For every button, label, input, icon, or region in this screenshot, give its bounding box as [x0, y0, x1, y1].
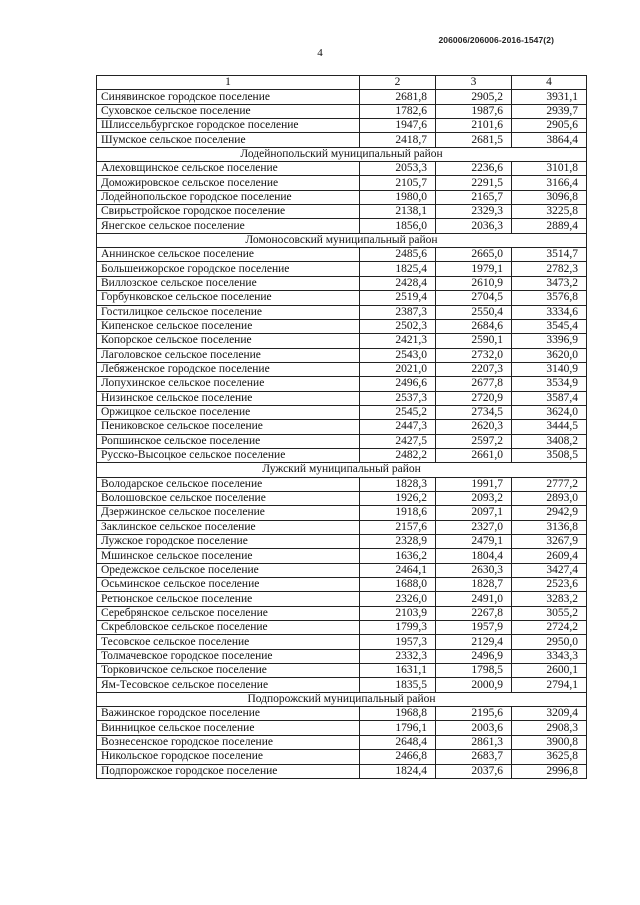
- value-col-3: 1804,4: [436, 549, 512, 563]
- value-col-3: 2327,0: [436, 520, 512, 534]
- value-col-3: 2732,0: [436, 348, 512, 362]
- table-row: [97, 391, 587, 405]
- value-col-4: 2600,1: [512, 664, 587, 678]
- table-row: [97, 750, 587, 764]
- value-col-4: 3166,4: [512, 176, 587, 190]
- settlement-name: Тесовское сельское поселение: [97, 635, 360, 649]
- value-col-4: 2609,4: [512, 549, 587, 563]
- district-header-row: [97, 233, 587, 247]
- header-row: [97, 76, 587, 90]
- table-row: [97, 348, 587, 362]
- table-row: [97, 119, 587, 133]
- table-row: [97, 176, 587, 190]
- header-cell: 2: [360, 76, 436, 90]
- settlement-name: Пениковское сельское поселение: [97, 420, 360, 434]
- value-col-2: 2519,4: [360, 291, 436, 305]
- table-row: [97, 635, 587, 649]
- value-col-2: 1825,4: [360, 262, 436, 276]
- value-col-4: 3140,9: [512, 362, 587, 376]
- settlement-name: Алеховщинское сельское поселение: [97, 162, 360, 176]
- value-col-2: 1835,5: [360, 678, 436, 692]
- settlement-name: Оредежское сельское поселение: [97, 563, 360, 577]
- value-col-2: 2387,3: [360, 305, 436, 319]
- value-col-3: 2704,5: [436, 291, 512, 305]
- table-row: [97, 219, 587, 233]
- table-row: [97, 362, 587, 376]
- value-col-4: 3514,7: [512, 248, 587, 262]
- settlement-name: Никольское городское поселение: [97, 750, 360, 764]
- table-row: [97, 649, 587, 663]
- settlement-name: Лопухинское сельское поселение: [97, 377, 360, 391]
- table-row: [97, 434, 587, 448]
- document-id: 206006/206006-2016-1547(2): [438, 35, 554, 45]
- value-col-3: 2207,3: [436, 362, 512, 376]
- value-col-4: 3545,4: [512, 319, 587, 333]
- value-col-4: 2893,0: [512, 491, 587, 505]
- table-row: [97, 377, 587, 391]
- value-col-3: 2610,9: [436, 276, 512, 290]
- table-row: [97, 764, 587, 778]
- value-col-3: 2329,3: [436, 205, 512, 219]
- value-col-2: 2332,3: [360, 649, 436, 663]
- table-row: [97, 420, 587, 434]
- settlement-name: Вознесенское городское поселение: [97, 735, 360, 749]
- value-col-2: 2105,7: [360, 176, 436, 190]
- value-col-4: 3444,5: [512, 420, 587, 434]
- value-col-3: 2630,3: [436, 563, 512, 577]
- value-col-3: 2291,5: [436, 176, 512, 190]
- value-col-4: 3427,4: [512, 563, 587, 577]
- value-col-2: 2157,6: [360, 520, 436, 534]
- settlement-name: Лебяженское городское поселение: [97, 362, 360, 376]
- value-col-4: 2950,0: [512, 635, 587, 649]
- value-col-3: 2661,0: [436, 448, 512, 462]
- value-col-2: 2648,4: [360, 735, 436, 749]
- value-col-3: 1957,9: [436, 621, 512, 635]
- settlement-name: Янегское сельское поселение: [97, 219, 360, 233]
- table-row: [97, 606, 587, 620]
- value-col-4: 2996,8: [512, 764, 587, 778]
- value-col-3: 1979,1: [436, 262, 512, 276]
- value-col-4: 3931,1: [512, 90, 587, 104]
- value-col-2: 2447,3: [360, 420, 436, 434]
- value-col-4: 3136,8: [512, 520, 587, 534]
- value-col-4: 2905,6: [512, 119, 587, 133]
- value-col-2: 2466,8: [360, 750, 436, 764]
- value-col-3: 2101,6: [436, 119, 512, 133]
- value-col-4: 3096,8: [512, 190, 587, 204]
- value-col-2: 2482,2: [360, 448, 436, 462]
- header-cell: 3: [436, 76, 512, 90]
- value-col-4: 3408,2: [512, 434, 587, 448]
- value-col-3: 2597,2: [436, 434, 512, 448]
- value-col-2: 1918,6: [360, 506, 436, 520]
- value-col-2: 2427,5: [360, 434, 436, 448]
- settlement-name: Ропшинское сельское поселение: [97, 434, 360, 448]
- value-col-2: 2428,4: [360, 276, 436, 290]
- value-col-4: 3225,8: [512, 205, 587, 219]
- value-col-2: 2502,3: [360, 319, 436, 333]
- district-header-row: [97, 147, 587, 161]
- table-row: [97, 506, 587, 520]
- value-col-4: 2939,7: [512, 104, 587, 118]
- value-col-3: 2195,6: [436, 707, 512, 721]
- settlement-name: Суховское сельское поселение: [97, 104, 360, 118]
- value-col-3: 2037,6: [436, 764, 512, 778]
- settlement-name: Гостилицкое сельское поселение: [97, 305, 360, 319]
- value-col-4: 2889,4: [512, 219, 587, 233]
- value-col-2: 2138,1: [360, 205, 436, 219]
- table-row: [97, 721, 587, 735]
- table-row: [97, 491, 587, 505]
- value-col-2: 2496,6: [360, 377, 436, 391]
- value-col-3: 2905,2: [436, 90, 512, 104]
- settlement-name: Лаголовское сельское поселение: [97, 348, 360, 362]
- value-col-4: 3101,8: [512, 162, 587, 176]
- settlement-name: Толмачевское городское поселение: [97, 649, 360, 663]
- table-row: [97, 535, 587, 549]
- value-col-2: 2053,3: [360, 162, 436, 176]
- settlement-name: Дзержинское сельское поселение: [97, 506, 360, 520]
- settlement-name: Низинское сельское поселение: [97, 391, 360, 405]
- table-row: [97, 334, 587, 348]
- table-row: [97, 707, 587, 721]
- value-col-3: 2479,1: [436, 535, 512, 549]
- settlement-name: Мшинское сельское поселение: [97, 549, 360, 563]
- value-col-2: 1856,0: [360, 219, 436, 233]
- table-row: [97, 578, 587, 592]
- table-row: [97, 621, 587, 635]
- settlement-name: Аннинское сельское поселение: [97, 248, 360, 262]
- value-col-3: 2000,9: [436, 678, 512, 692]
- table-row: [97, 592, 587, 606]
- value-col-3: 2491,0: [436, 592, 512, 606]
- table-row: [97, 448, 587, 462]
- settlement-name: Доможировское сельское поселение: [97, 176, 360, 190]
- value-col-2: 2485,6: [360, 248, 436, 262]
- value-col-3: 2677,8: [436, 377, 512, 391]
- table-row: [97, 319, 587, 333]
- settlement-name: Шумское сельское поселение: [97, 133, 360, 147]
- district-name: Подпорожский муниципальный район: [97, 692, 587, 706]
- table-row: [97, 205, 587, 219]
- value-col-2: 1688,0: [360, 578, 436, 592]
- value-col-4: 3473,2: [512, 276, 587, 290]
- value-col-2: 2681,8: [360, 90, 436, 104]
- table-row: [97, 276, 587, 290]
- settlement-name: Свирьстройское городское поселение: [97, 205, 360, 219]
- value-col-3: 2861,3: [436, 735, 512, 749]
- table-row: [97, 520, 587, 534]
- value-col-4: 3576,8: [512, 291, 587, 305]
- value-col-3: 2720,9: [436, 391, 512, 405]
- value-col-3: 2590,1: [436, 334, 512, 348]
- settlement-name: Серебрянское сельское поселение: [97, 606, 360, 620]
- settlement-name: Оржицкое сельское поселение: [97, 405, 360, 419]
- value-col-3: 2496,9: [436, 649, 512, 663]
- value-col-3: 2093,2: [436, 491, 512, 505]
- table-row: [97, 735, 587, 749]
- value-col-3: 2550,4: [436, 305, 512, 319]
- table-row: [97, 162, 587, 176]
- value-col-2: 1947,6: [360, 119, 436, 133]
- value-col-4: 3625,8: [512, 750, 587, 764]
- value-col-3: 2683,7: [436, 750, 512, 764]
- table-row: [97, 549, 587, 563]
- value-col-2: 1631,1: [360, 664, 436, 678]
- settlement-name: Подпорожское городское поселение: [97, 764, 360, 778]
- district-header-row: [97, 692, 587, 706]
- table-row: [97, 678, 587, 692]
- value-col-2: 1799,3: [360, 621, 436, 635]
- value-col-2: 2537,3: [360, 391, 436, 405]
- settlement-name: Ям-Тесовское сельское поселение: [97, 678, 360, 692]
- table-row: [97, 291, 587, 305]
- settlement-name: Большеижорское городское поселение: [97, 262, 360, 276]
- value-col-2: 1980,0: [360, 190, 436, 204]
- value-col-3: 1991,7: [436, 477, 512, 491]
- district-name: Лодейнопольский муниципальный район: [97, 147, 587, 161]
- settlement-name: Волошовское сельское поселение: [97, 491, 360, 505]
- table-row: [97, 664, 587, 678]
- settlement-name: Заклинское сельское поселение: [97, 520, 360, 534]
- district-header-row: [97, 463, 587, 477]
- value-col-2: 1968,8: [360, 707, 436, 721]
- value-col-3: 2129,4: [436, 635, 512, 649]
- settlement-name: Володарское сельское поселение: [97, 477, 360, 491]
- value-col-2: 2543,0: [360, 348, 436, 362]
- value-col-2: 1824,4: [360, 764, 436, 778]
- value-col-3: 2036,3: [436, 219, 512, 233]
- value-col-4: 3343,3: [512, 649, 587, 663]
- value-col-4: 3334,6: [512, 305, 587, 319]
- value-col-4: 3396,9: [512, 334, 587, 348]
- value-col-3: 2003,6: [436, 721, 512, 735]
- value-col-4: 2794,1: [512, 678, 587, 692]
- value-col-4: 2908,3: [512, 721, 587, 735]
- value-col-4: 3900,8: [512, 735, 587, 749]
- value-col-4: 3209,4: [512, 707, 587, 721]
- value-col-3: 2665,0: [436, 248, 512, 262]
- table-row: [97, 563, 587, 577]
- value-col-4: 2942,9: [512, 506, 587, 520]
- table-body: [97, 90, 587, 779]
- settlement-name: Виллозское сельское поселение: [97, 276, 360, 290]
- district-name: Лужский муниципальный район: [97, 463, 587, 477]
- settlement-name: Лужское городское поселение: [97, 535, 360, 549]
- value-col-3: 2097,1: [436, 506, 512, 520]
- value-col-4: 2724,2: [512, 621, 587, 635]
- settlement-name: Синявинское городское поселение: [97, 90, 360, 104]
- value-col-4: 3508,5: [512, 448, 587, 462]
- settlement-name: Копорское сельское поселение: [97, 334, 360, 348]
- value-col-2: 1796,1: [360, 721, 436, 735]
- value-col-2: 1957,3: [360, 635, 436, 649]
- value-col-4: 3864,4: [512, 133, 587, 147]
- table-row: [97, 405, 587, 419]
- value-col-4: 3267,9: [512, 535, 587, 549]
- value-col-4: 2523,6: [512, 578, 587, 592]
- value-col-4: 3620,0: [512, 348, 587, 362]
- table-row: [97, 305, 587, 319]
- value-col-4: 3055,2: [512, 606, 587, 620]
- value-col-4: 3587,4: [512, 391, 587, 405]
- value-col-2: 2103,9: [360, 606, 436, 620]
- value-col-2: 1828,3: [360, 477, 436, 491]
- value-col-3: 1987,6: [436, 104, 512, 118]
- value-col-3: 1828,7: [436, 578, 512, 592]
- value-col-3: 2236,6: [436, 162, 512, 176]
- value-col-2: 2418,7: [360, 133, 436, 147]
- value-col-2: 2326,0: [360, 592, 436, 606]
- header-cell: 4: [512, 76, 587, 90]
- settlement-name: Ретюнское сельское поселение: [97, 592, 360, 606]
- value-col-4: 3283,2: [512, 592, 587, 606]
- value-col-2: 2545,2: [360, 405, 436, 419]
- value-col-2: 2328,9: [360, 535, 436, 549]
- table-row: [97, 104, 587, 118]
- value-col-2: 1782,6: [360, 104, 436, 118]
- value-col-2: 2421,3: [360, 334, 436, 348]
- settlement-name: Лодейнопольское городское поселение: [97, 190, 360, 204]
- header-cell: 1: [97, 76, 360, 90]
- settlement-name: Важинское городское поселение: [97, 707, 360, 721]
- settlement-name: Кипенское сельское поселение: [97, 319, 360, 333]
- table-row: [97, 248, 587, 262]
- value-col-2: 1926,2: [360, 491, 436, 505]
- district-name: Ломоносовский муниципальный район: [97, 233, 587, 247]
- value-col-4: 3534,9: [512, 377, 587, 391]
- value-col-3: 2165,7: [436, 190, 512, 204]
- value-col-3: 2681,5: [436, 133, 512, 147]
- value-col-4: 2782,3: [512, 262, 587, 276]
- page-number: 4: [317, 47, 323, 59]
- settlement-name: Торковичское сельское поселение: [97, 664, 360, 678]
- value-col-3: 2734,5: [436, 405, 512, 419]
- table-row: [97, 190, 587, 204]
- value-col-2: 2464,1: [360, 563, 436, 577]
- table-row: [97, 90, 587, 104]
- value-col-4: 2777,2: [512, 477, 587, 491]
- table-row: [97, 262, 587, 276]
- value-col-3: 2267,8: [436, 606, 512, 620]
- value-col-2: 1636,2: [360, 549, 436, 563]
- table-row: [97, 477, 587, 491]
- settlement-name: Русско-Высоцкое сельское поселение: [97, 448, 360, 462]
- value-col-3: 2620,3: [436, 420, 512, 434]
- data-table: [96, 75, 587, 779]
- settlement-name: Шлиссельбургское городское поселение: [97, 119, 360, 133]
- value-col-3: 2684,6: [436, 319, 512, 333]
- table-row: [97, 133, 587, 147]
- value-col-4: 3624,0: [512, 405, 587, 419]
- settlement-name: Горбунковское сельское поселение: [97, 291, 360, 305]
- settlement-name: Винницкое сельское поселение: [97, 721, 360, 735]
- value-col-3: 1798,5: [436, 664, 512, 678]
- settlement-name: Скребловское сельское поселение: [97, 621, 360, 635]
- settlement-name: Осьминское сельское поселение: [97, 578, 360, 592]
- value-col-2: 2021,0: [360, 362, 436, 376]
